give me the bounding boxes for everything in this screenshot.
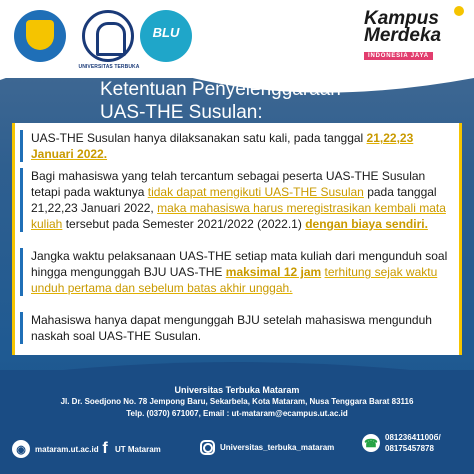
social-whatsapp[interactable] [362,432,441,454]
whatsapp-number-1: 08123641100б/ [385,433,441,442]
p4-text: Mahasiswa hanya dapat mengunggah BJU setelah mahasiswa mengunduh naskah soal UAS-THE Susulan. [31,313,432,343]
p3-text-1: Jangka waktu pelaksanaan UAS-THE setiap mata kuliah dari mengunduh soal hingga mengunggah BJU UAS-THE [31,249,448,279]
paragraph-4 [20,312,452,344]
kampus-merdeka-tagline: INDONESIA JAYA [364,52,433,60]
kemdikbud-logo [14,10,66,62]
social-website[interactable] [12,440,99,458]
title-line2: UAS-THE Susulan: [100,102,263,123]
p2-text-1: Bagi mahasiswa yang telah tercantum sebagai peserta UAS-THE Susulan tetapi pada waktunya [31,169,426,199]
paragraph-3 [20,248,452,296]
facebook-label: UT Mataram [115,444,161,454]
p2-highlight-2: maka mahasiswa harus meregistrasikan kembali mata kuliah [31,201,446,231]
title-line1: Ketentuan Penyelenggaraan [100,79,341,100]
paragraph-1 [20,130,452,162]
instagram-icon [200,440,215,455]
card-right-accent [459,123,462,355]
p1-text: UAS-THE Susulan hanya dilaksanakan satu kali, pada tanggal [31,131,367,145]
facebook-icon: f [102,440,108,457]
p2-text-3: tersebut pada Semester 2021/2022 (2022.1) [62,217,306,231]
ut-logo-caption: UNIVERSITAS TERBUKA [78,64,140,70]
whatsapp-numbers [385,432,441,454]
social-instagram[interactable] [200,440,334,455]
blu-logo-text: BLU [152,25,180,40]
p2-highlight-1: tidak dapat mengikuti UAS-THE Susulan [147,185,364,199]
kampus-merdeka-logo [364,10,460,62]
p2-text-2: pada tanggal 21,22,23 Januari 2022, [31,185,437,215]
p3-highlight-1: maksimal 12 jam [225,265,322,279]
whatsapp-number-2: 08175457878 [385,444,434,453]
footer-address: Jl. Dr. Soedjono No. 78 Jempong Baru, Sekarbela, Kota Mataram, Nusa Tenggara Barat 83116 [60,397,414,406]
universitas-terbuka-logo [82,10,134,62]
kampus-merdeka-line2: Merdeka [364,25,442,46]
p1-highlight: 21,22,23 Januari 2022. [31,131,414,161]
p2-highlight-3: dengan biaya sendiri. [305,217,428,231]
p3-highlight-2: terhitung sejak waktu unduh pertama dan sebelum batas akhir unggah. [31,265,438,295]
globe-icon: ◉ [12,440,30,458]
card-left-accent [12,123,15,355]
footer-institution-name: Universitas Terbuka Mataram [174,385,300,395]
kampus-merdeka-dot [454,6,464,16]
footer-contact: Telp. (0370) 671007, Email : ut-mataram@ecampus.ut.ac.id [126,409,348,418]
instagram-label: Universitas_terbuka_mataram [220,443,335,452]
whatsapp-icon: ☎ [362,434,380,452]
page-title [100,78,440,124]
social-facebook[interactable] [100,440,161,458]
paragraph-2 [20,168,452,232]
kampus-merdeka-line1: Kampus [364,8,439,29]
website-label: mataram.ut.ac.id [35,444,99,454]
